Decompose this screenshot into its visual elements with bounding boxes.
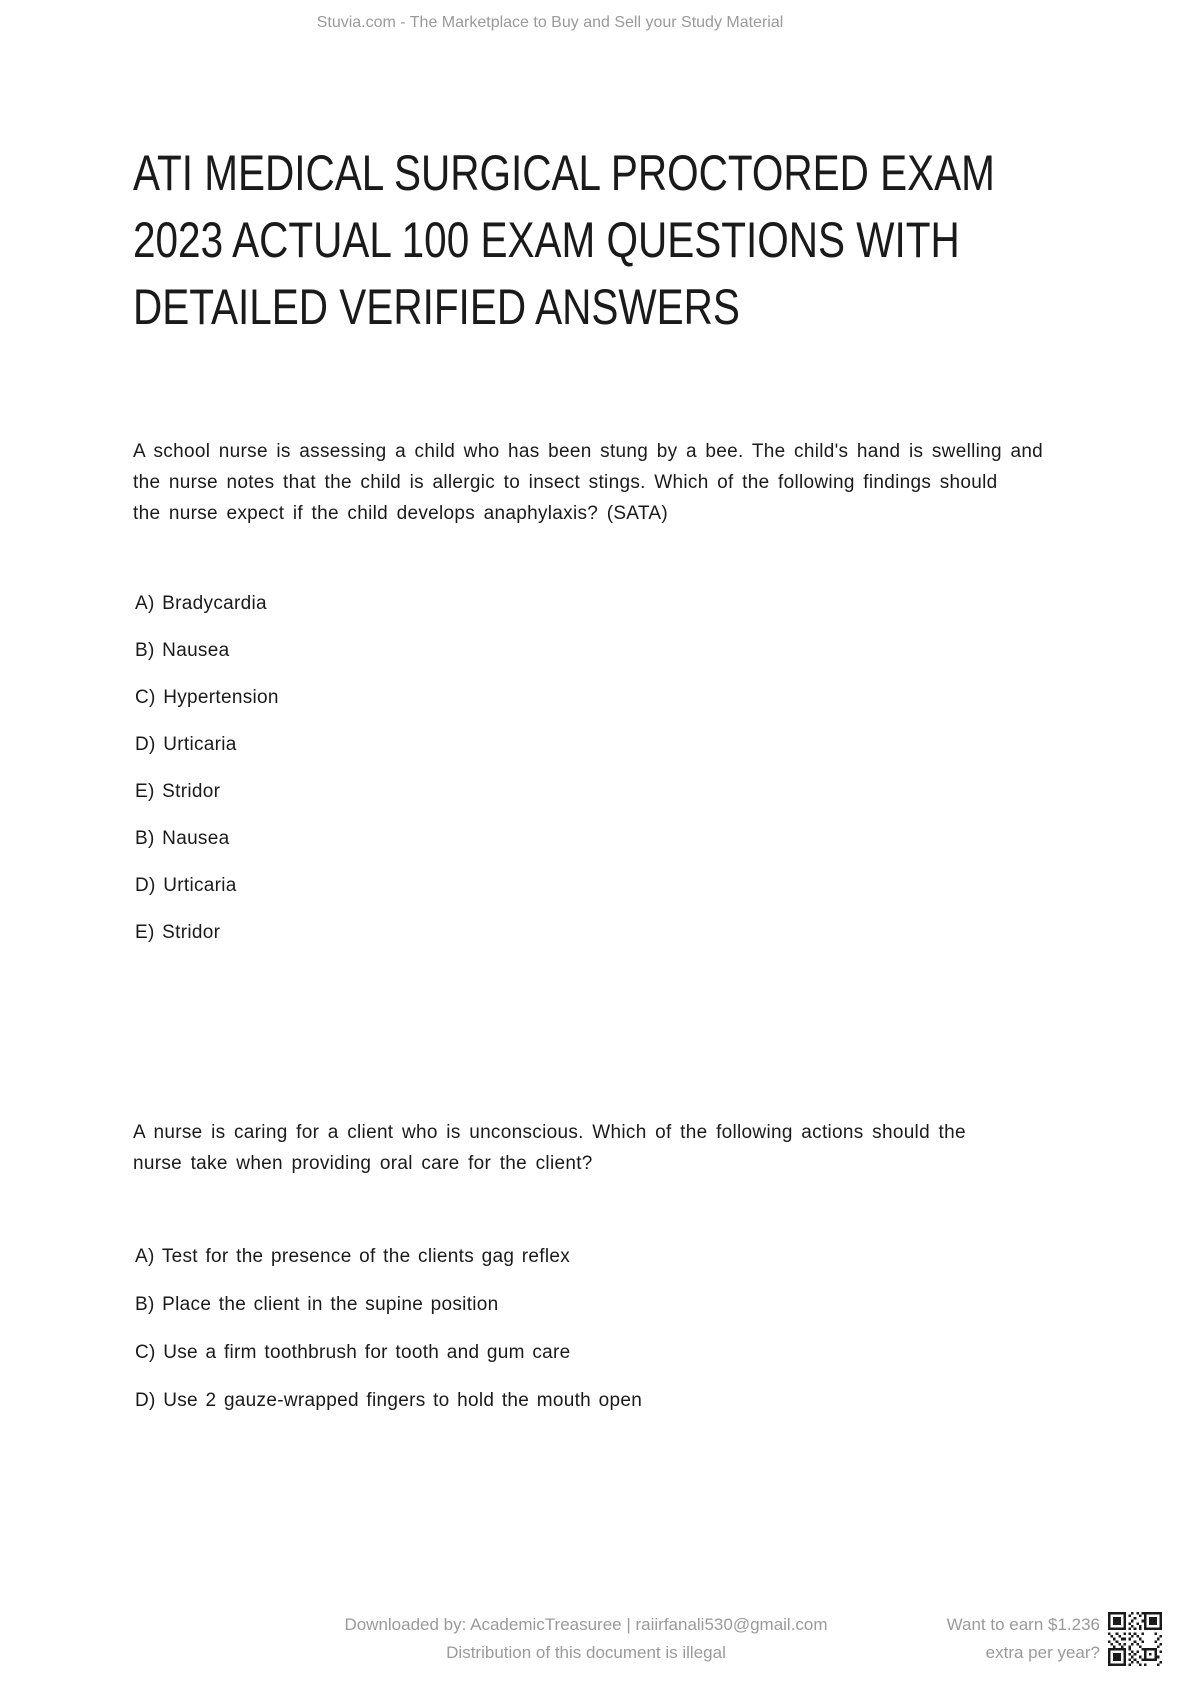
question-line: the nurse expect if the child develops anaphylaxis? (SATA) xyxy=(133,503,668,524)
question-line: the nurse notes that the child is allergic to insect stings. Which of the following findings should xyxy=(133,472,998,493)
answer-option: B) Nausea xyxy=(135,828,230,849)
document-title xyxy=(133,140,1191,341)
answer-option: C) Hypertension xyxy=(135,687,279,708)
answer-option: D) Urticaria xyxy=(135,875,237,896)
answer-option: E) Stridor xyxy=(135,781,221,802)
question-2-text xyxy=(133,1117,966,1179)
answer-option: E) Stridor xyxy=(135,922,221,943)
title-line: DETAILED VERIFIED ANSWERS xyxy=(133,279,740,335)
question-1-text xyxy=(133,436,1043,529)
answer-option: B) Nausea xyxy=(135,640,230,661)
footer-warning: Distribution of this document is illegal xyxy=(446,1643,726,1662)
title-line: 2023 ACTUAL 100 EXAM QUESTIONS WITH xyxy=(133,212,960,268)
question-2-options xyxy=(135,1244,642,1436)
promo-line: Want to earn $1.236 xyxy=(946,1615,1100,1634)
title-line: ATI MEDICAL SURGICAL PROCTORED EXAM xyxy=(133,145,995,201)
question-line: A school nurse is assessing a child who has been stung by a bee. The child's hand is swelling and xyxy=(133,441,1044,462)
footer-promo-text xyxy=(947,1611,1100,1667)
answer-option: A) Bradycardia xyxy=(135,593,267,614)
answer-option: D) Urticaria xyxy=(135,734,237,755)
footer-downloaded-by: Downloaded by: AcademicTreasuree | raiirfanali530@gmail.com xyxy=(344,1615,828,1634)
answer-option: A) Test for the presence of the clients gag reflex xyxy=(135,1246,571,1267)
answer-option: B) Place the client in the supine position xyxy=(135,1294,499,1315)
promo-line: extra per year? xyxy=(985,1643,1100,1662)
question-line: A nurse is caring for a client who is unconscious. Which of the following actions should the xyxy=(133,1122,966,1143)
answer-option: C) Use a firm toothbrush for tooth and gum care xyxy=(135,1342,571,1363)
answer-option: D) Use 2 gauze-wrapped fingers to hold the mouth open xyxy=(135,1390,643,1411)
header-watermark: Stuvia.com - The Marketplace to Buy and Sell your Study Material xyxy=(316,14,784,31)
question-line: nurse take when providing oral care for the client? xyxy=(133,1153,593,1174)
question-1-options xyxy=(135,591,279,967)
qr-code-icon xyxy=(1108,1612,1162,1666)
